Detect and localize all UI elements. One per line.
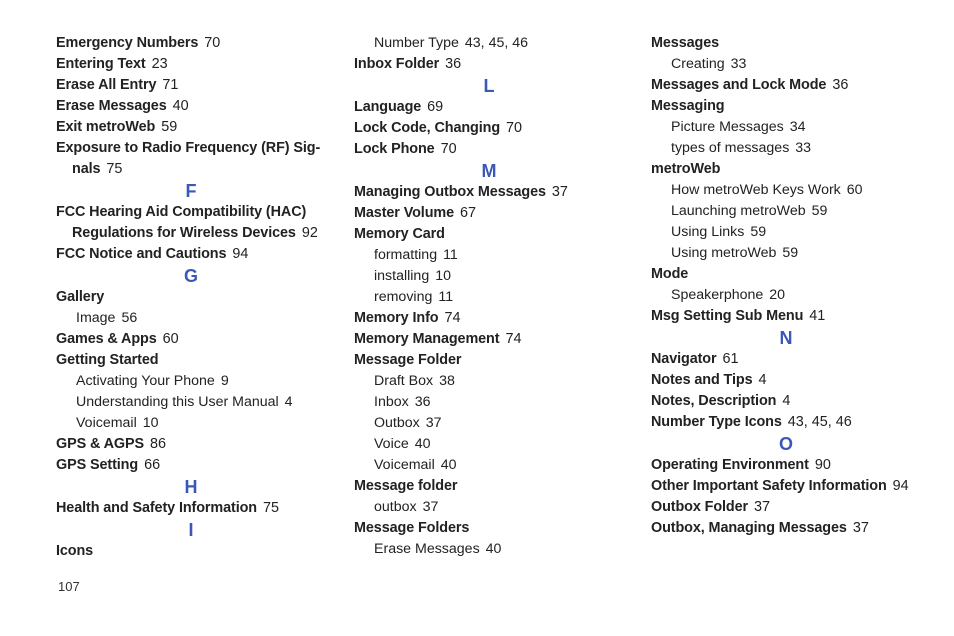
index-term: Messages — [651, 35, 719, 51]
index-term: Regulations for Wireless Devices — [72, 225, 296, 241]
page-number: 107 — [58, 579, 80, 594]
index-term: Lock Code, Changing — [354, 120, 501, 136]
index-entry — [354, 118, 624, 139]
index-subentry — [354, 371, 624, 392]
index-entry — [354, 97, 624, 118]
index-subentry — [56, 371, 326, 392]
page-reference: 4 — [758, 372, 767, 388]
index-entry-continued — [56, 159, 326, 180]
index-entry — [651, 349, 921, 370]
index-term: Message Folder — [354, 352, 462, 368]
index-term: Memory Card — [354, 226, 445, 242]
page-reference: 70 — [204, 35, 221, 51]
page-reference: 59 — [782, 245, 799, 261]
index-term: installing — [374, 268, 430, 284]
index-term: Outbox Folder — [651, 499, 749, 515]
index-entry — [56, 350, 326, 371]
index-entry — [354, 224, 624, 245]
page-reference: 4 — [284, 394, 293, 410]
index-subentry — [354, 33, 624, 54]
index-subentry — [56, 308, 326, 329]
index-entry — [354, 329, 624, 350]
index-term: Voicemail — [374, 457, 435, 473]
index-term: Draft Box — [374, 373, 434, 389]
index-term: Erase Messages — [56, 98, 167, 114]
index-term: Memory Info — [354, 310, 439, 326]
index-entry — [651, 306, 921, 327]
page-reference: 70 — [440, 141, 457, 157]
page-reference: 23 — [151, 56, 168, 72]
index-term: Master Volume — [354, 205, 454, 221]
index-subentry — [651, 222, 921, 243]
page-reference: 75 — [263, 500, 280, 516]
index-term: types of messages — [671, 140, 790, 156]
page-reference: 36 — [832, 77, 849, 93]
index-term: formatting — [374, 247, 438, 263]
index-subentry — [354, 413, 624, 434]
index-entry — [651, 518, 921, 539]
index-entry — [56, 202, 326, 223]
index-entry — [56, 117, 326, 138]
index-subentry — [651, 117, 921, 138]
index-term: Messaging — [651, 98, 725, 114]
index-column-2 — [354, 33, 624, 560]
index-column-1 — [56, 33, 326, 562]
page-reference: 10 — [142, 415, 159, 431]
index-term: Other Important Safety Information — [651, 478, 887, 494]
page-reference: 37 — [422, 499, 439, 515]
index-entry-continued — [56, 223, 326, 244]
page-reference: 36 — [445, 56, 462, 72]
index-term: GPS Setting — [56, 457, 139, 473]
index-term: Lock Phone — [354, 141, 435, 157]
page-reference: 74 — [444, 310, 461, 326]
page-reference: 86 — [150, 436, 167, 452]
index-entry — [354, 476, 624, 497]
index-entry — [56, 138, 326, 159]
index-term: Notes and Tips — [651, 372, 753, 388]
index-entry — [651, 455, 921, 476]
letter-heading: L — [483, 76, 495, 96]
page-reference: 94 — [892, 478, 909, 494]
index-entry — [56, 33, 326, 54]
page-reference: 37 — [852, 520, 869, 536]
index-term: Msg Setting Sub Menu — [651, 308, 804, 324]
index-entry — [651, 159, 921, 180]
index-subentry — [354, 245, 624, 266]
index-term: Creating — [671, 56, 725, 72]
page-reference: 59 — [811, 203, 828, 219]
index-term: Launching metroWeb — [671, 203, 806, 219]
page-reference: 38 — [439, 373, 455, 389]
page-reference: 34 — [789, 119, 806, 135]
index-subentry — [651, 243, 921, 264]
index-entry — [354, 54, 624, 75]
page-reference: 56 — [121, 310, 138, 326]
index-entry — [354, 139, 624, 160]
page-reference: 40 — [485, 541, 502, 557]
index-entry — [56, 455, 326, 476]
index-subentry — [354, 266, 624, 287]
page-reference: 36 — [414, 394, 431, 410]
page-reference: 43, 45, 46 — [464, 35, 529, 51]
letter-heading: N — [779, 328, 793, 348]
index-entry — [56, 329, 326, 350]
page-reference: 33 — [730, 56, 747, 72]
index-term: Managing Outbox Messages — [354, 184, 546, 200]
index-subentry — [56, 413, 326, 434]
index-subentry — [651, 138, 921, 159]
index-term: How metroWeb Keys Work — [671, 182, 841, 198]
page-reference: 60 — [846, 182, 863, 198]
index-entry — [56, 434, 326, 455]
page-reference: 71 — [162, 77, 179, 93]
index-subentry — [354, 539, 624, 560]
index-subentry — [354, 497, 624, 518]
index-entry — [56, 287, 326, 308]
letter-heading: F — [185, 181, 197, 201]
page-reference: 40 — [172, 98, 189, 114]
index-entry — [56, 244, 326, 265]
page-reference: 92 — [301, 225, 318, 241]
page-reference: 70 — [506, 120, 523, 136]
page-reference: 90 — [814, 457, 831, 473]
page-reference: 10 — [435, 268, 451, 284]
index-term: Voicemail — [76, 415, 137, 431]
index-term: Messages and Lock Mode — [651, 77, 827, 93]
index-entry — [354, 308, 624, 329]
index-subentry — [354, 434, 624, 455]
index-term: FCC Hearing Aid Compatibility (HAC) — [56, 204, 307, 220]
index-term: Speakerphone — [671, 287, 764, 303]
page-reference: 43, 45, 46 — [787, 414, 852, 430]
page-reference: 20 — [769, 287, 786, 303]
index-term: nals — [72, 161, 101, 177]
page-reference: 94 — [232, 246, 249, 262]
index-entry — [56, 96, 326, 117]
page-reference: 40 — [440, 457, 457, 473]
index-term: Navigator — [651, 351, 717, 367]
index-entry — [56, 541, 326, 562]
page-reference: 61 — [722, 351, 739, 367]
page-reference: 74 — [505, 331, 522, 347]
index-column-3 — [651, 33, 921, 539]
page-reference: 33 — [795, 140, 812, 156]
index-entry — [651, 264, 921, 285]
index-entry — [354, 182, 624, 203]
index-term: Gallery — [56, 289, 105, 305]
index-term: Message Folders — [354, 520, 470, 536]
page-reference: 66 — [144, 457, 161, 473]
index-term: Outbox — [374, 415, 420, 431]
index-term: Number Type Icons — [651, 414, 782, 430]
index-entry — [651, 412, 921, 433]
index-subentry — [651, 180, 921, 201]
index-term: outbox — [374, 499, 417, 515]
index-term: removing — [374, 289, 433, 305]
index-subentry — [56, 392, 326, 413]
index-term: Icons — [56, 543, 94, 559]
page-reference: 11 — [443, 247, 458, 263]
index-term: Emergency Numbers — [56, 35, 199, 51]
index-term: Using Links — [671, 224, 745, 240]
page-reference: 37 — [551, 184, 568, 200]
index-entry — [651, 370, 921, 391]
index-entry — [651, 75, 921, 96]
index-term: GPS & AGPS — [56, 436, 145, 452]
index-entry — [56, 75, 326, 96]
index-term: Inbox — [374, 394, 409, 410]
page-reference: 69 — [427, 99, 444, 115]
index-entry — [651, 33, 921, 54]
index-term: Understanding this User Manual — [76, 394, 279, 410]
index-entry — [56, 54, 326, 75]
index-entry — [354, 350, 624, 371]
page-reference: 59 — [750, 224, 767, 240]
letter-heading: H — [184, 477, 198, 497]
page-reference: 37 — [425, 415, 442, 431]
index-term: metroWeb — [651, 161, 721, 177]
index-term: Outbox, Managing Messages — [651, 520, 847, 536]
letter-heading: O — [778, 434, 793, 454]
index-term: Mode — [651, 266, 689, 282]
index-term: Image — [76, 310, 116, 326]
index-subentry — [354, 287, 624, 308]
index-term: Entering Text — [56, 56, 146, 72]
index-term: Activating Your Phone — [76, 373, 215, 389]
index-term: Getting Started — [56, 352, 159, 368]
page-reference: 60 — [162, 331, 179, 347]
letter-heading: M — [481, 161, 497, 181]
index-term: Message folder — [354, 478, 458, 494]
page-reference: 67 — [460, 205, 477, 221]
index-term: FCC Notice and Cautions — [56, 246, 227, 262]
index-term: Using metroWeb — [671, 245, 777, 261]
index-entry — [354, 203, 624, 224]
index-term: Voice — [374, 436, 409, 452]
page-reference: 4 — [782, 393, 791, 409]
index-entry — [651, 391, 921, 412]
index-subentry — [651, 201, 921, 222]
index-term: Inbox Folder — [354, 56, 440, 72]
index-subentry — [651, 54, 921, 75]
index-term: Games & Apps — [56, 331, 157, 347]
page-reference: 37 — [754, 499, 771, 515]
index-term: Memory Management — [354, 331, 500, 347]
index-entry — [651, 476, 921, 497]
letter-heading: G — [183, 266, 198, 286]
page-reference: 41 — [809, 308, 826, 324]
page-reference: 40 — [414, 436, 431, 452]
index-subentry — [651, 285, 921, 306]
page-reference: 9 — [220, 373, 229, 389]
index-term: Notes, Description — [651, 393, 777, 409]
index-term: Health and Safety Information — [56, 500, 257, 516]
index-term: Erase All Entry — [56, 77, 157, 93]
index-subentry — [354, 455, 624, 476]
index-entry — [651, 96, 921, 117]
letter-heading: I — [188, 520, 194, 540]
index-term: Erase Messages — [374, 541, 480, 557]
index-entry — [651, 497, 921, 518]
index-term: Operating Environment — [651, 457, 809, 473]
page-reference: 11 — [438, 289, 454, 305]
index-term: Exposure to Radio Frequency (RF) Sig- — [56, 140, 321, 156]
index-subentry — [354, 392, 624, 413]
page-reference: 59 — [161, 119, 178, 135]
page-reference: 75 — [106, 161, 123, 177]
index-entry — [354, 518, 624, 539]
index-entry — [56, 498, 326, 519]
index-term: Exit metroWeb — [56, 119, 156, 135]
index-term: Language — [354, 99, 422, 115]
index-term: Picture Messages — [671, 119, 784, 135]
index-term: Number Type — [374, 35, 459, 51]
